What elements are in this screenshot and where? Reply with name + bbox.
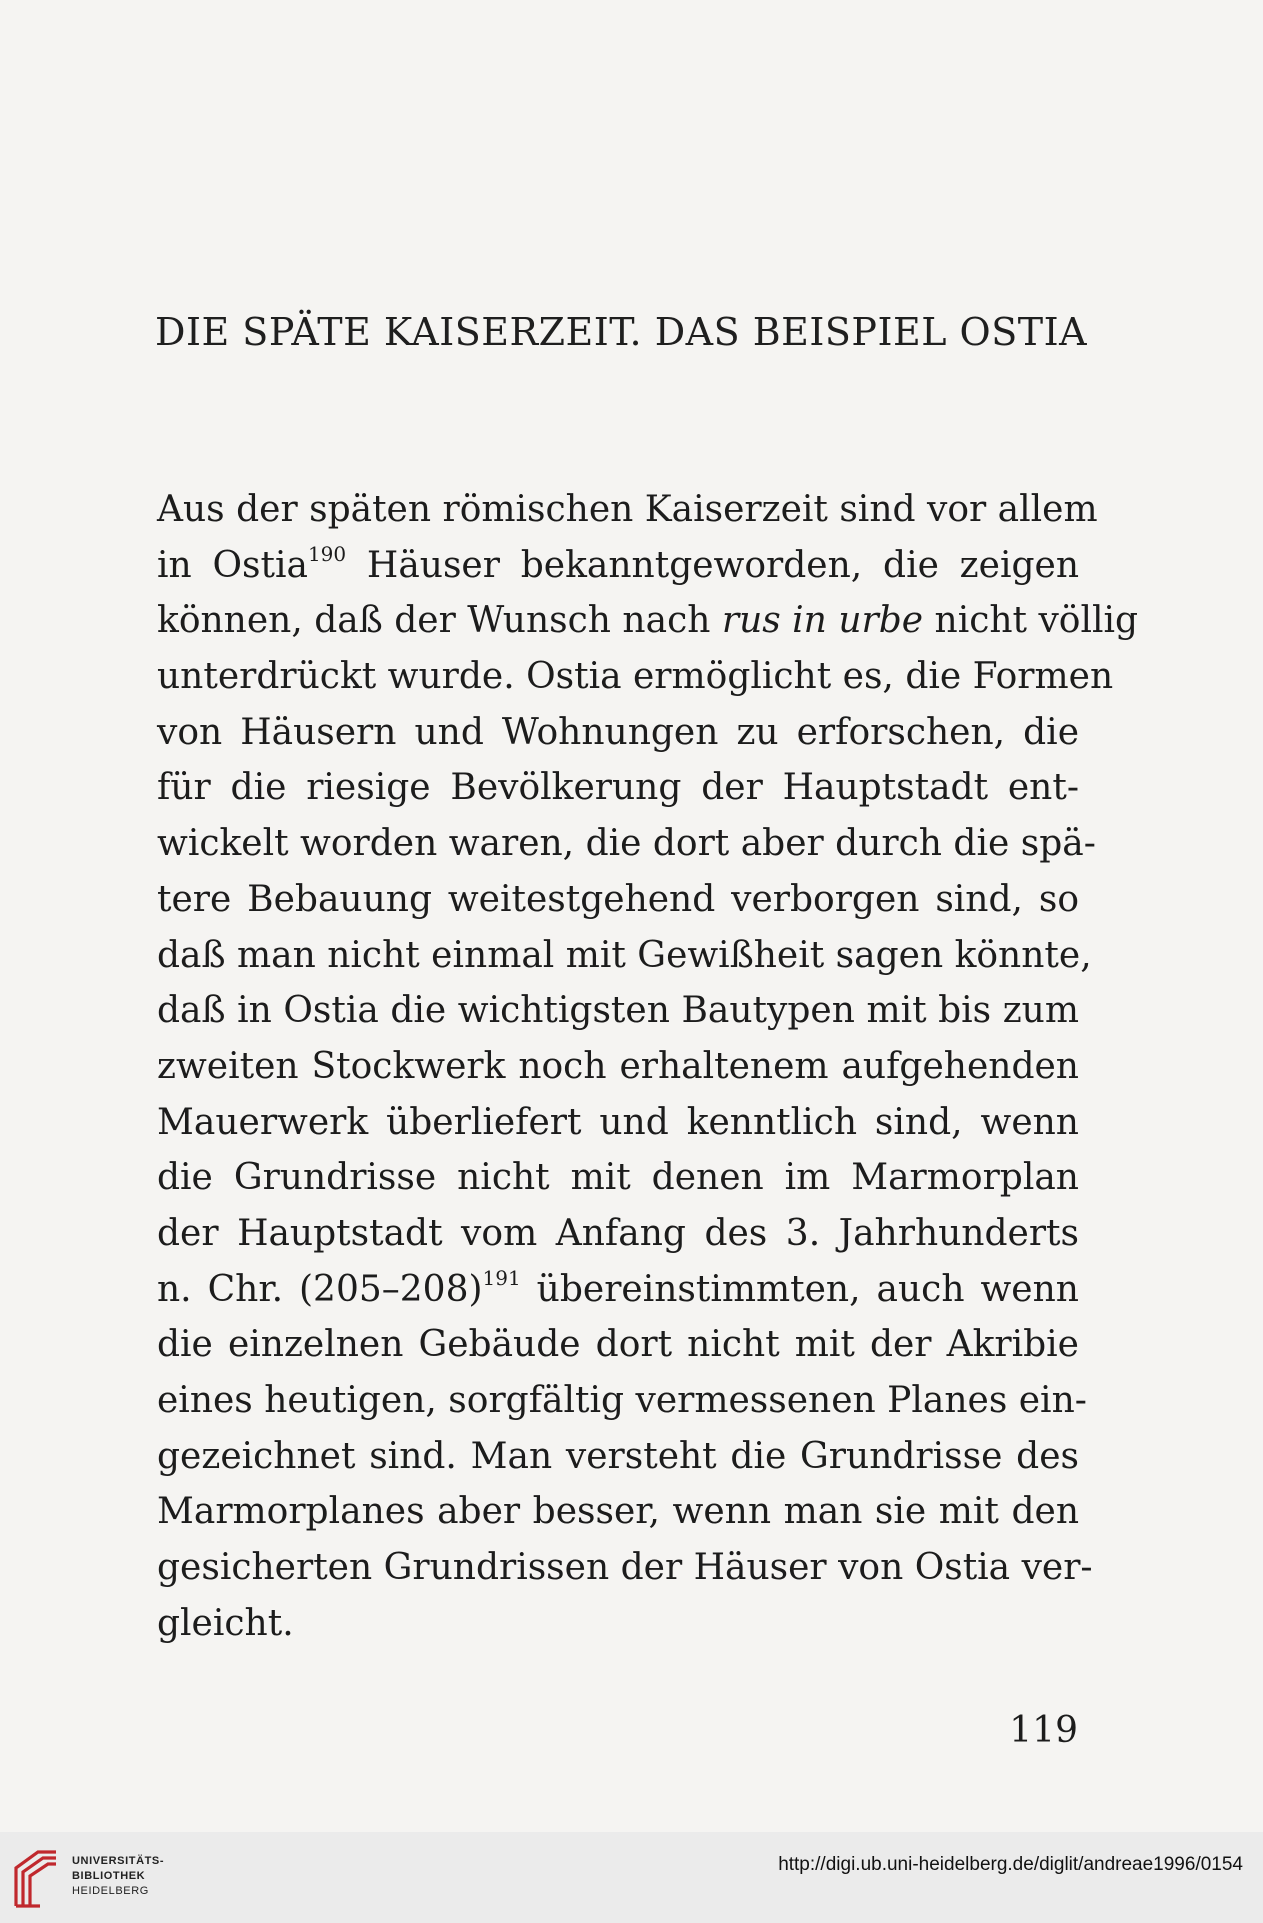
italic-phrase: rus in urbe: [721, 600, 924, 642]
text-segment: zweiten Stockwerk noch erhaltenem aufgehenden: [157, 1045, 1079, 1087]
text-segment: in Ostia: [157, 544, 308, 586]
logo-line: BIBLIOTHEK: [72, 1870, 146, 1882]
text-segment: Häuser bekanntgeworden, die zeigen: [346, 544, 1080, 586]
text-line: [157, 482, 1098, 538]
page-number: 119: [1009, 1710, 1078, 1751]
text-segment: gesicherten Grundrissen der Häuser von Ostia ver-: [157, 1547, 1093, 1589]
text-segment: Mauerwerk überliefert und kenntlich sind, wenn: [157, 1101, 1079, 1143]
text-line: [157, 1484, 1079, 1540]
text-segment: gleicht.: [157, 1602, 294, 1644]
text-line: [157, 1095, 1079, 1151]
text-segment: n. Chr. (205–208): [157, 1268, 483, 1310]
text-segment: der Hauptstadt vom Anfang des 3. Jahrhunderts: [157, 1212, 1079, 1254]
footnote-reference[interactable]: 190: [307, 541, 347, 566]
text-segment: die einzelnen Gebäude dort nicht mit der Akribie: [157, 1324, 1079, 1366]
text-segment: nicht völlig: [923, 600, 1139, 642]
text-line: [157, 1206, 1079, 1262]
source-url-link[interactable]: http://digi.ub.uni-heidelberg.de/diglit/andreae1996/0154: [778, 1854, 1243, 1875]
text-line: [157, 1540, 1093, 1596]
text-line: [157, 649, 1114, 705]
text-line: [157, 1429, 1079, 1485]
text-segment: tere Bebauung weitestgehend verborgen sind, so: [157, 878, 1079, 920]
text-line: [157, 1262, 1079, 1318]
text-segment: daß in Ostia die wichtigsten Bautypen mit bis zum: [157, 990, 1079, 1032]
library-logo-icon[interactable]: [10, 1846, 62, 1912]
text-segment: können, daß der Wunsch nach: [157, 600, 722, 642]
text-line: [157, 872, 1079, 928]
text-segment: die Grundrisse nicht mit denen im Marmorplan: [157, 1157, 1079, 1199]
text-line: [157, 816, 1096, 872]
text-line: [157, 928, 1092, 984]
text-line: [157, 538, 1079, 594]
text-segment: eines heutigen, sorgfältig vermessenen Planes ein-: [157, 1380, 1087, 1421]
text-line: [157, 1373, 1087, 1429]
text-line: [157, 760, 1079, 816]
logo-line: HEIDELBERG: [72, 1885, 149, 1897]
text-line: [157, 593, 1139, 649]
text-segment: Marmorplanes aber besser, wenn man sie mit den: [157, 1491, 1079, 1533]
body-paragraph: [157, 482, 1139, 1651]
text-segment: wickelt worden waren, die dort aber durch die spä-: [157, 823, 1096, 865]
footer-bar: [0, 1832, 1263, 1923]
text-line: [157, 1596, 1079, 1652]
library-logo-text: [72, 1854, 164, 1899]
text-segment: übereinstimmten, auch wenn: [520, 1268, 1079, 1310]
text-line: [157, 1039, 1079, 1095]
text-segment: von Häusern und Wohnungen zu erforschen, die: [157, 711, 1079, 753]
footnote-reference[interactable]: 191: [482, 1265, 521, 1290]
text-line: [157, 705, 1079, 761]
text-segment: gezeichnet sind. Man versteht die Grundrisse des: [157, 1435, 1079, 1477]
text-segment: daß man nicht einmal mit Gewißheit sagen könnte,: [157, 934, 1092, 976]
text-segment: unterdrückt wurde. Ostia ermöglicht es, die Formen: [157, 656, 1114, 698]
logo-line: UNIVERSITÄTS-: [72, 1855, 165, 1867]
text-segment: Aus der späten römischen Kaiserzeit sind vor allem: [157, 489, 1098, 530]
chapter-heading: DIE SPÄTE KAISERZEIT. DAS BEISPIEL OSTIA: [155, 310, 1088, 354]
text-segment: für die riesige Bevölkerung der Hauptstadt ent-: [157, 767, 1079, 809]
text-line: [157, 1150, 1079, 1206]
text-line: [157, 983, 1079, 1039]
text-line: [157, 1317, 1079, 1373]
